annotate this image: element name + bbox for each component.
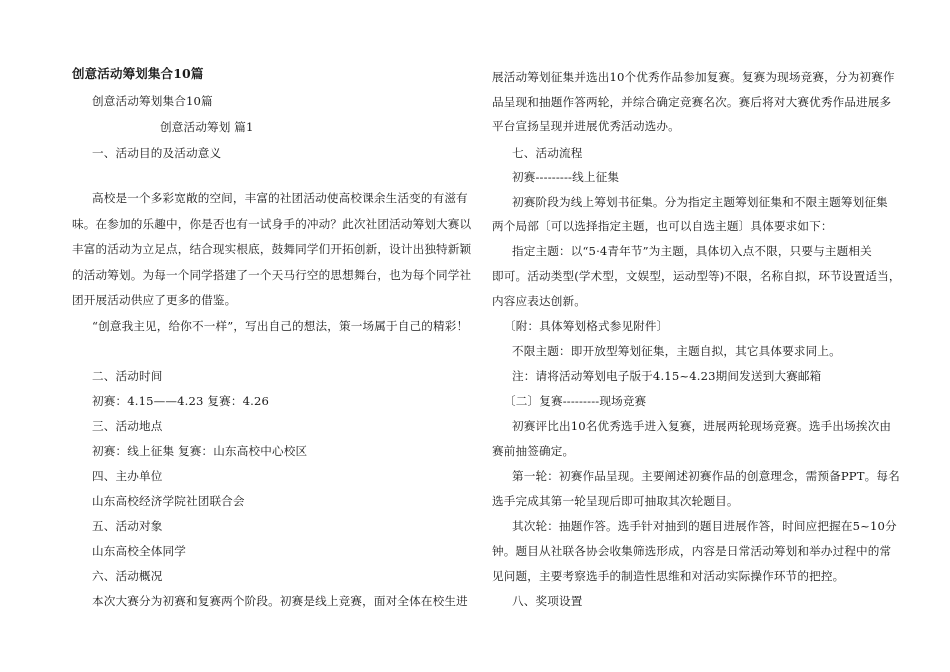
paragraph-line: 指定主题：以“5·4青年节”为主题，具体切入点不限，只要与主题相关: [512, 244, 872, 258]
paragraph-line: 内容应表达创新。: [492, 294, 586, 308]
section-text: 山东高校全体同学: [92, 544, 186, 558]
paragraph-line: 第一轮：初赛作品呈现。主要阐述初赛作品的创意理念，需预备PPT。每名: [512, 469, 900, 483]
section-heading: 六、活动概况: [92, 569, 163, 583]
paragraph-line: 两个局部〔可以选择指定主题，也可以自选主题〕具体要求如下：: [492, 219, 833, 233]
paragraph-line: 平台宣扬呈现并进展优秀活动选办。: [492, 119, 680, 133]
paragraph-line: 丰富的活动为立足点，结合现实根底，鼓舞同学们开拓创新，设计出独特新颖: [72, 242, 472, 256]
paragraph-line: 味。在参加的乐趣中，你是否也有一试身手的冲动？此次社团活动筹划大赛以: [72, 217, 472, 231]
paragraph-line: 〔二〕复赛---------现场竞赛: [504, 394, 647, 408]
paragraph-line: 初赛阶段为线上筹划书征集。分为指定主题筹划征集和不限主题筹划征集: [512, 195, 888, 209]
paragraph-line: 选手完成其第一轮呈现后即可抽取其次轮题目。: [492, 494, 739, 508]
paragraph-line: 高校是一个多彩宽敞的空间，丰富的社团活动使高校课余生活变的有滋有: [92, 191, 468, 205]
section-text: 初赛：4.15——4.23 复赛：4.26: [92, 394, 270, 408]
article-heading: 创意活动筹划 篇1: [160, 120, 254, 134]
doc-subtitle: 创意活动筹划集合10篇: [92, 94, 213, 108]
section-heading: 五、活动对象: [92, 519, 163, 533]
section-heading: 二、活动时间: [92, 369, 163, 383]
paragraph-line: 初赛评比出10名优秀选手进入复赛，进展两轮现场竞赛。选手出场挨次由: [512, 419, 892, 433]
section-text: 本次大赛分为初赛和复赛两个阶段。初赛是线上竞赛，面对全体在校生进: [92, 594, 468, 608]
section-heading: 一、活动目的及活动意义: [92, 146, 222, 160]
section-text: 山东高校经济学院社团联合会: [92, 494, 245, 508]
paragraph-line: 团开展活动供应了更多的借鉴。: [72, 293, 237, 307]
paragraph-line: 即可。活动类型(学术型，文娱型，运动型等)不限，名称自拟，环节设置适当，: [492, 269, 901, 283]
paragraph-line: 其次轮：抽题作答。选手针对抽到的题目进展作答，时间应把握在5~10分: [512, 519, 897, 533]
paragraph-line: 见问题，主要考察选手的制造性思维和对活动实际操作环节的把控。: [492, 569, 845, 583]
paragraph-line: 展活动筹划征集并选出10个优秀作品参加复赛。复赛为现场竞赛，分为初赛作: [492, 70, 895, 84]
paragraph-line: 赛前抽签确定。: [492, 444, 575, 458]
paragraph-line: 钟。题目从社联各协会收集筛选形成，内容是日常活动筹划和举办过程中的常: [492, 544, 892, 558]
paragraph-line: 不限主题：即开放型筹划征集，主题自拟，其它具体要求同上。: [512, 344, 841, 358]
paragraph-line: 品呈现和抽题作答两轮，并综合确定竞赛名次。赛后将对大赛优秀作品进展多: [492, 95, 892, 109]
paragraph-line: 〔附：具体筹划格式参见附件〕: [504, 319, 669, 333]
paragraph-line: “创意我主见，给你不一样”，写出自己的想法，策一场属于自己的精彩！: [92, 319, 469, 333]
paragraph-line: 注：请将活动筹划电子版于4.15~4.23期间发送到大赛邮箱: [512, 369, 822, 383]
section-heading: 三、活动地点: [92, 419, 163, 433]
section-text: 初赛：线上征集 复赛：山东高校中心校区: [92, 444, 308, 458]
section-heading: 四、主办单位: [92, 469, 163, 483]
doc-title: 创意活动筹划集合10篇: [72, 66, 204, 81]
paragraph-line: 的活动筹划。为每一个同学搭建了一个天马行空的思想舞台，也为每个同学社: [72, 268, 472, 282]
paragraph-line: 初赛---------线上征集: [512, 170, 620, 184]
section-heading: 七、活动流程: [512, 146, 583, 160]
section-heading: 八、奖项设置: [512, 594, 583, 608]
